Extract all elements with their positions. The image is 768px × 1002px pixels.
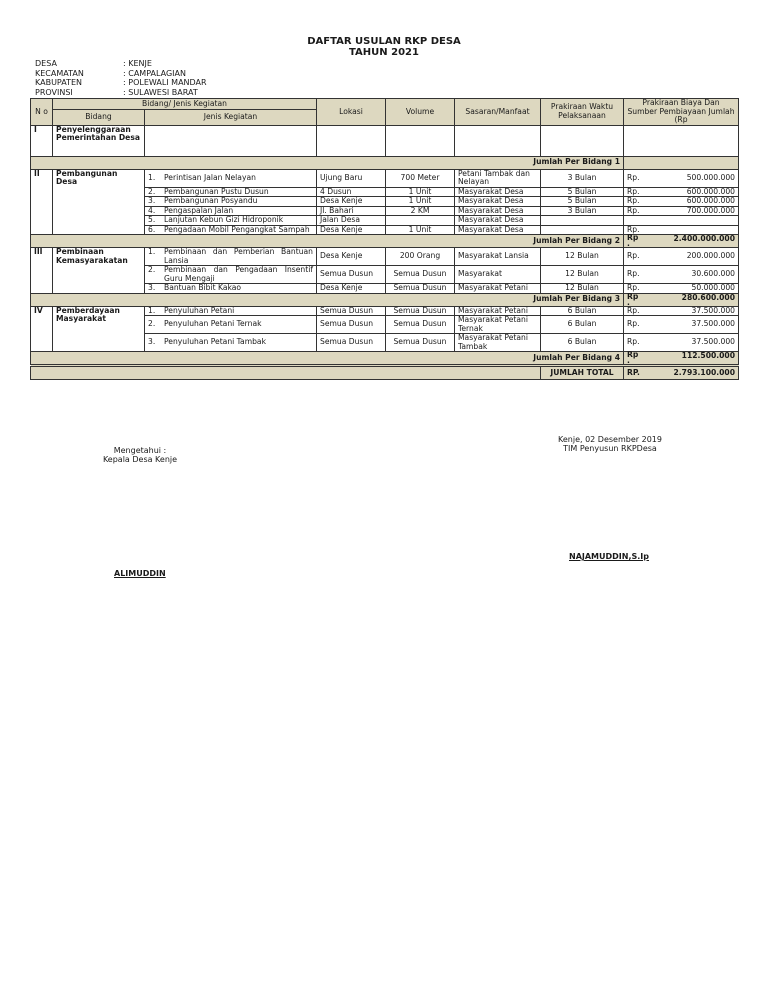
activity-name: Pengaspalan Jalan: [164, 205, 234, 215]
currency-label: Rp.: [627, 305, 640, 315]
cost-cell: [624, 169, 739, 187]
cost-amount: 50.000.000: [691, 283, 735, 292]
subtotal-row: [31, 293, 739, 306]
currency-label: Rp.: [627, 196, 640, 205]
location-cell: Ujung Baru: [317, 169, 386, 187]
currency-label: Rp.: [627, 251, 640, 261]
activity-cell: [145, 248, 317, 266]
activity-name: Pengadaan Mobil Pengangkat Sampah: [164, 224, 310, 234]
activity-number: 1.: [148, 305, 156, 315]
subtotal-label: Jumlah Per Bidang 2: [31, 235, 624, 248]
grand-total-row: [31, 366, 739, 380]
volume-cell: 200 Orang: [386, 248, 455, 266]
cost-cell: [624, 216, 739, 226]
duration-cell: 5 Bulan: [541, 197, 624, 207]
duration-cell: 5 Bulan: [541, 187, 624, 197]
duration-cell: 12 Bulan: [541, 266, 624, 284]
subtotal-amount-cell: [624, 156, 739, 169]
right-signature-block: [530, 435, 690, 453]
currency-label: Rp .: [627, 350, 639, 365]
cost-amount: 700.000.000: [686, 205, 735, 215]
acknowledged-label: Mengetahui :: [113, 446, 167, 455]
activity-cell: [145, 306, 317, 316]
duration-cell: 6 Bulan: [541, 316, 624, 334]
target-cell: Masyarakat: [455, 266, 541, 284]
duration-cell: 6 Bulan: [541, 334, 624, 352]
activity-cell: [145, 284, 317, 294]
subtotal-row: [31, 235, 739, 248]
target-cell: Masyarakat Lansia: [455, 248, 541, 266]
info-value: : SULAWESI BARAT: [123, 87, 198, 97]
activity-name: Pembinaan dan Pemberian Bantuan Lansia: [164, 247, 313, 265]
header-lokasi: Lokasi: [317, 99, 386, 126]
activity-name: Lanjutan Kebun Gizi Hidroponik: [164, 215, 284, 224]
subtotal-amount-cell: [624, 235, 739, 248]
cost-amount: 37.500.000: [691, 305, 735, 315]
village-head-name: ALIMUDDIN: [114, 569, 166, 578]
duration-cell: 12 Bulan: [541, 284, 624, 294]
cost-amount: 30.600.000: [691, 269, 735, 279]
activity-cell: [145, 197, 317, 207]
rkp-table: [30, 98, 739, 380]
volume-cell: 2 KM: [386, 206, 455, 216]
team-leader-name: NAJAMUDDIN,S.Ip: [569, 552, 650, 561]
table-row: [31, 169, 739, 187]
activity-number: 2.: [148, 186, 156, 196]
cost-amount: 200.000.000: [686, 251, 735, 261]
activity-cell: [145, 216, 317, 226]
currency-label: Rp.: [627, 319, 640, 329]
activity-number: 3.: [148, 337, 156, 347]
cost-amount: 500.000.000: [686, 172, 735, 182]
document-year: TAHUN 2021: [349, 47, 419, 58]
currency-label: Rp.: [627, 224, 640, 234]
activity-number: 3.: [148, 283, 156, 292]
volume-cell: 1 Unit: [386, 187, 455, 197]
table-row: [31, 125, 739, 156]
volume-cell: Semua Dusun: [386, 306, 455, 316]
grand-total-spacer: [31, 366, 541, 380]
empty-cell: [455, 125, 541, 156]
table-row: [31, 306, 739, 316]
activity-cell: [145, 316, 317, 334]
left-signature-block: [80, 446, 200, 464]
table-row: [31, 248, 739, 266]
currency-label: Rp.: [627, 269, 640, 279]
document-title: DAFTAR USULAN RKP DESA: [307, 36, 461, 47]
volume-cell: Semua Dusun: [386, 266, 455, 284]
info-label: DESA: [35, 59, 57, 68]
section-bidang: Pembangunan Desa: [53, 169, 145, 235]
currency-label: Rp.: [627, 283, 640, 292]
team-title: TIM Penyusun RKPDesa: [563, 444, 657, 453]
header-bidang: Bidang: [53, 109, 145, 125]
cost-cell: [624, 248, 739, 266]
volume-cell: 1 Unit: [386, 197, 455, 207]
activity-name: Perintisan Jalan Nelayan: [164, 172, 256, 182]
target-cell: Masyarakat Desa: [455, 187, 541, 197]
duration-cell: 3 Bulan: [541, 169, 624, 187]
header-no: N o: [31, 99, 53, 126]
activity-name: Penyuluhan Petani: [164, 305, 235, 315]
activity-name: Bantuan Bibit Kakao: [164, 283, 242, 292]
cost-cell: [624, 284, 739, 294]
empty-cell: [541, 125, 624, 156]
grand-total-label: JUMLAH TOTAL: [541, 366, 624, 380]
currency-label: Rp.: [627, 186, 640, 196]
village-info: [35, 59, 207, 97]
cost-cell: [624, 206, 739, 216]
volume-cell: 700 Meter: [386, 169, 455, 187]
header-waktu: Prakiraan Waktu Pelaksanaan: [541, 99, 624, 126]
location-cell: Jalan Desa: [317, 216, 386, 226]
location-cell: Semua Dusun: [317, 266, 386, 284]
activity-number: 3.: [148, 196, 156, 205]
info-label: PROVINSI: [35, 87, 73, 97]
section-number: IV: [31, 306, 53, 352]
activity-cell: [145, 225, 317, 235]
cost-amount: 600.000.000: [686, 196, 735, 205]
header-biaya: Prakiraan Biaya Dan Sumber Pembiayaan Jumlah (Rp: [624, 99, 739, 126]
activity-number: 1.: [148, 247, 156, 256]
cost-cell: [624, 306, 739, 316]
duration-cell: 3 Bulan: [541, 206, 624, 216]
subtotal-label: Jumlah Per Bidang 1: [31, 156, 624, 169]
subtotal-amount: 280.600.000: [681, 292, 735, 302]
location-cell: Desa Kenje: [317, 197, 386, 207]
activity-cell: [145, 169, 317, 187]
section-bidang: Pemberdayaan Masyarakat: [53, 306, 145, 352]
location-cell: 4 Dusun: [317, 187, 386, 197]
location-cell: Jl. Bahari: [317, 206, 386, 216]
activity-name: Penyuluhan Petani Tambak: [164, 337, 266, 347]
header-sasaran: Sasaran/Manfaat: [455, 99, 541, 126]
activity-number: 5.: [148, 215, 156, 224]
activity-cell: [145, 334, 317, 352]
volume-cell: Semua Dusun: [386, 284, 455, 294]
subtotal-amount-cell: [624, 352, 739, 366]
target-cell: Masyarakat Desa: [455, 225, 541, 235]
currency-label: Rp .: [627, 233, 639, 248]
activity-number: 2.: [148, 265, 156, 274]
volume-cell: [386, 216, 455, 226]
currency-label: Rp.: [627, 337, 640, 347]
location-cell: Semua Dusun: [317, 334, 386, 352]
volume-cell: Semua Dusun: [386, 316, 455, 334]
currency-label: RP.: [627, 367, 640, 377]
currency-label: Rp.: [627, 172, 640, 182]
volume-cell: Semua Dusun: [386, 334, 455, 352]
info-value: : POLEWALI MANDAR: [123, 78, 207, 87]
section-number: III: [31, 248, 53, 294]
info-value: : KENJE: [123, 59, 152, 68]
activity-number: 1.: [148, 172, 156, 182]
village-head-title: Kepala Desa Kenje: [102, 455, 178, 464]
duration-cell: 12 Bulan: [541, 248, 624, 266]
info-label: KECAMATAN: [35, 68, 84, 78]
activity-cell: [145, 266, 317, 284]
activity-number: 6.: [148, 224, 156, 234]
header-jenis: Jenis Kegiatan: [145, 109, 317, 125]
subtotal-row: [31, 352, 739, 366]
empty-cell: [145, 125, 317, 156]
activity-name: Penyuluhan Petani Ternak: [164, 319, 262, 329]
subtotal-amount-cell: [624, 293, 739, 306]
activity-name: Pembangunan Pustu Dusun: [164, 186, 269, 196]
activity-name: Pembinaan dan Pengadaan Insentif Guru Mengaji: [164, 265, 313, 283]
currency-label: Rp.: [627, 205, 640, 215]
target-cell: Petani Tambak dan Nelayan: [455, 169, 541, 187]
activity-name: Pembangunan Posyandu: [164, 196, 258, 205]
activity-number: 4.: [148, 205, 156, 215]
subtotal-label: Jumlah Per Bidang 4: [31, 352, 624, 366]
empty-cell: [386, 125, 455, 156]
volume-cell: 1 Unit: [386, 225, 455, 235]
duration-cell: [541, 216, 624, 226]
location-cell: Desa Kenje: [317, 248, 386, 266]
target-cell: Masyarakat Petani: [455, 284, 541, 294]
duration-cell: 6 Bulan: [541, 306, 624, 316]
location-cell: Desa Kenje: [317, 284, 386, 294]
target-cell: Masyarakat Desa: [455, 206, 541, 216]
cost-amount: 600.000.000: [686, 186, 735, 196]
place-date: Kenje, 02 Desember 2019: [558, 435, 662, 444]
cost-amount: 37.500.000: [691, 337, 735, 347]
header-volume: Volume: [386, 99, 455, 126]
empty-cell: [624, 125, 739, 156]
target-cell: Masyarakat Petani: [455, 306, 541, 316]
currency-label: Rp .: [627, 291, 639, 307]
duration-cell: [541, 225, 624, 235]
header-group: Bidang/ Jenis Kegiatan: [53, 99, 317, 110]
cost-cell: [624, 316, 739, 334]
location-cell: Desa Kenje: [317, 225, 386, 235]
section-number: I: [31, 125, 53, 156]
section-bidang: Pembinaan Kemasyarakatan: [53, 248, 145, 294]
subtotal-amount: 112.500.000: [681, 351, 735, 360]
target-cell: Masyarakat Desa: [455, 197, 541, 207]
info-label: KABUPATEN: [35, 78, 83, 87]
info-value: : CAMPALAGIAN: [123, 68, 186, 78]
subtotal-amount: 2.400.000.000: [673, 234, 735, 243]
target-cell: Masyarakat Petani Ternak: [455, 316, 541, 334]
section-number: II: [31, 169, 53, 235]
cost-cell: [624, 334, 739, 352]
activity-number: 2.: [148, 319, 156, 329]
cost-cell: [624, 197, 739, 207]
cost-amount: 37.500.000: [691, 319, 735, 329]
location-cell: Semua Dusun: [317, 306, 386, 316]
subtotal-row: [31, 156, 739, 169]
subtotal-label: Jumlah Per Bidang 3: [31, 293, 624, 306]
location-cell: Semua Dusun: [317, 316, 386, 334]
grand-total-amount-cell: [624, 366, 739, 380]
target-cell: Masyarakat Desa: [455, 216, 541, 226]
grand-total-amount: 2.793.100.000: [673, 367, 735, 377]
section-bidang: Penyelenggaraan Pemerintahan Desa: [53, 125, 145, 156]
empty-cell: [317, 125, 386, 156]
target-cell: Masyarakat Petani Tambak: [455, 334, 541, 352]
cost-cell: [624, 266, 739, 284]
